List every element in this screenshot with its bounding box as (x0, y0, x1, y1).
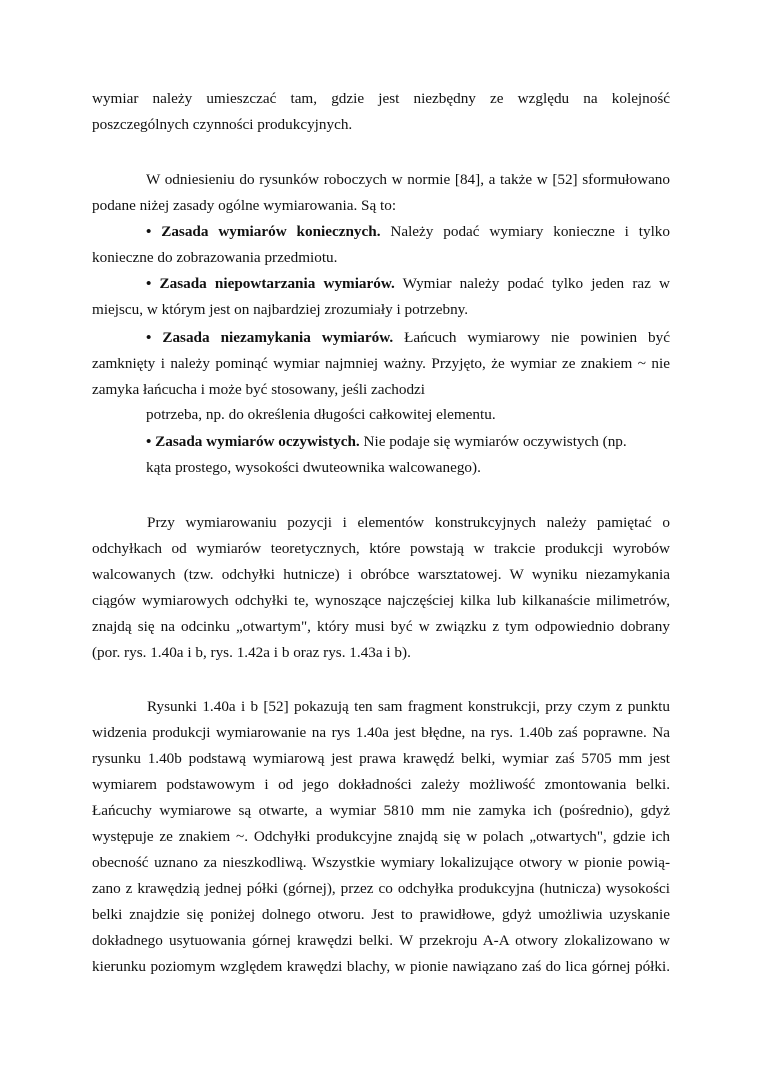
text-line: zamyka łańcucha i może być stosowany, jeśli zachodzi (92, 381, 426, 398)
text-line: kąta prostego, wysokości dwuteownika walcowanego). (146, 459, 481, 476)
bullet-text: Nie podaje się wymiarów oczywistych (np. (363, 433, 627, 450)
text-line: poszczególnych czynności produkcyjnych. (92, 116, 353, 133)
bullet-text: Wymiar należy podać tylko jeden raz w (402, 275, 670, 292)
text-line: zano z krawędzią jednej półki (górnej), przez co odchyłka produkcyjna (hutnicza) wysokości (92, 880, 670, 897)
text-line: Łańcuchy wymiarowe są otwarte, a wymiar 5810 mm nie zamyka ich (pośrednio), gdyż (92, 802, 670, 819)
text-line: konieczne do zobrazowania przedmiotu. (92, 249, 338, 266)
text-line: podane niżej zasady ogólne wymiarowania. Są to: (92, 197, 397, 214)
text-line: wymiar należy umieszczać tam, gdzie jest niezbędny ze względu na kolejność (92, 90, 670, 107)
text-line: Rysunki 1.40a i b [52] pokazują ten sam fragment konstrukcji, przy czym z punktu (147, 698, 670, 715)
bullet-heading: • Zasada niepowtarzania wymiarów. (146, 275, 395, 292)
bullet-heading: • Zasada wymiarów oczywistych. (146, 433, 360, 450)
bullet-heading: • Zasada niezamykania wymiarów. (146, 329, 394, 346)
bullet-text: Łańcuch wymiarowy nie powinien być (404, 329, 670, 346)
text-line: odchyłkach od wymiarów teoretycznych, które powstają w trakcie produkcji wyrobów (92, 540, 670, 557)
text-line: (por. rys. 1.40a i b, rys. 1.42a i b oraz rys. 1.43a i b). (92, 644, 411, 661)
bullet-item-line (146, 328, 670, 348)
bullet-item-line (146, 274, 670, 294)
bullet-heading: • Zasada wymiarów koniecznych. (146, 223, 381, 240)
text-line: widzenia produkcji wymiarowanie na rys 1.40a jest błędne, na rys. 1.40b zaś poprawne. Na (92, 724, 670, 741)
text-line: obecność uznano za nieszkodliwą. Wszystkie wymiary lokalizujące otwory w pionie powią- (92, 854, 670, 871)
text-line: miejscu, w którym jest on najbardziej zrozumiały i potrzebny. (92, 301, 469, 318)
text-line: ciągów wymiarowych odchyłki te, wynoszące najczęściej kilka lub kilkanaście milimetrów, (92, 592, 670, 609)
bullet-item-line (146, 222, 670, 242)
bullet-item-line (146, 432, 670, 452)
text-line: kierunku poziomym względem krawędzi blachy, w pionie nawiązano zaś do lica górnej półki. (92, 958, 670, 975)
text-line: W odniesieniu do rysunków roboczych w normie [84], a także w [52] sformułowano (146, 171, 670, 188)
text-line: rysunku 1.40b podstawą wymiarową jest prawa krawędź belki, wymiar zaś 5705 mm jest (92, 750, 670, 767)
text-line: dokładnego usytuowania górnej krawędzi belki. W przekroju A-A otwory zlokalizowano w (92, 932, 670, 949)
text-line: zamknięty i należy pominąć wymiar najmniej ważny. Przyjęto, że wymiar ze znakiem ~ nie (92, 355, 670, 372)
text-line: walcowanych (tzw. odchyłki hutnicze) i obróbce warsztatowej. W wyniku niezamykania (92, 566, 670, 583)
bullet-text: Należy podać wymiary konieczne i tylko (390, 223, 670, 240)
text-line: wymiarem podstawowym i od jego dokładności zależy możliwość zmontowania belki. (92, 776, 670, 793)
text-line: potrzeba, np. do określenia długości całkowitej elementu. (146, 406, 496, 423)
text-line: belki znajdzie się poniżej dolnego otworu. Jest to prawidłowe, gdyż umożliwia uzyskanie (92, 906, 670, 923)
text-line: znajdą się na odcinku „otwartym", który musi być w związku z tym odpowiednio dobrany (92, 618, 670, 635)
text-line: występuje ze znakiem ~. Odchyłki produkcyjne znajdą się w polach „otwartych", gdzie ich (92, 828, 670, 845)
text-line: Przy wymiarowaniu pozycji i elementów konstrukcyjnych należy pamiętać o (147, 514, 670, 531)
